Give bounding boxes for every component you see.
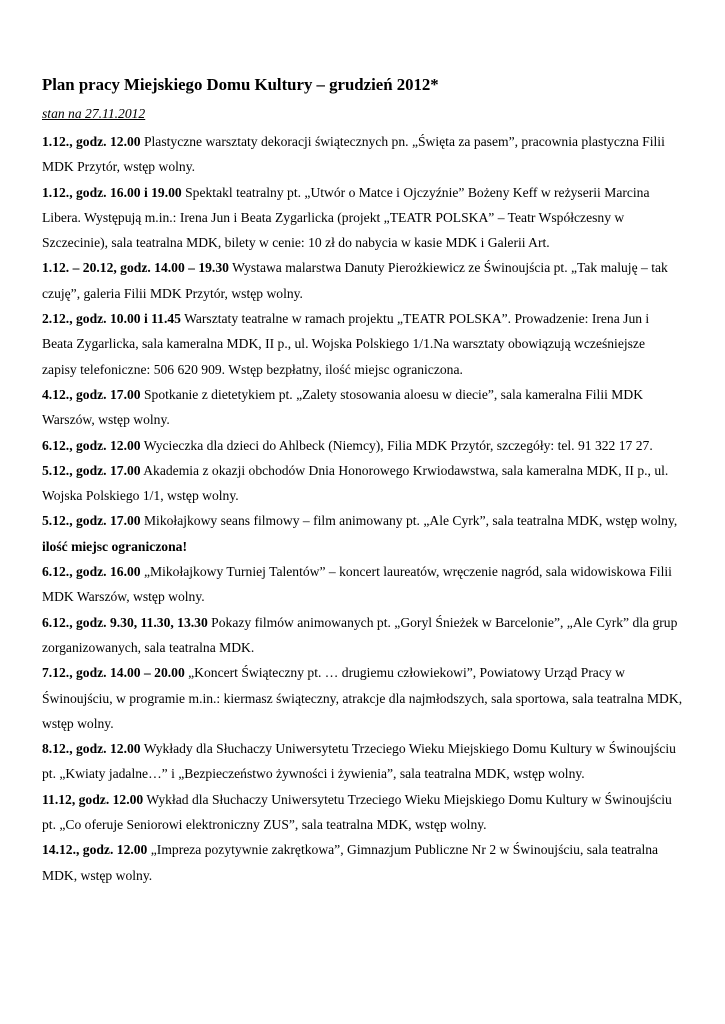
event-date: 6.12., godz. 12.00 xyxy=(42,437,141,453)
event-date: 7.12., godz. 14.00 – 20.00 xyxy=(42,665,185,681)
event-date: 1.12., godz. 16.00 i 19.00 xyxy=(42,184,182,200)
event-date: 1.12., godz. 12.00 xyxy=(42,134,141,149)
event-description: Wykłady dla Słuchaczy Uniwersytetu Trzeciego Wieku Miejskiego Domu Kultury w Świnoujściu pt. „Kwiaty jadalne…” i „Bezpieczeństwo żywności i żywienia”, sala teatralna MDK, wstęp wolny. xyxy=(42,741,676,782)
event-entry xyxy=(42,382,683,433)
event-description: Mikołajkowy seans filmowy – film animowany pt. „Ale Cyrk”, sala teatralna MDK, wstęp wolny, xyxy=(140,513,678,529)
event-date: 11.12, godz. 12.00 xyxy=(42,791,144,807)
event-entry xyxy=(42,255,683,306)
event-date: 8.12., godz. 12.00 xyxy=(42,741,141,757)
event-description: Spektakl teatralny pt. „Utwór o Matce i Ojczyźnie” Bożeny Keff w reżyserii Marcina Libera. Występują m.in.: Irena Jun i Beata Zygarlicka (projekt „TEATR POLSKA” – Teatr Współczesny w Szczecinie), sala teatralna MDK, bilety w cenie: 10 zł do nabycia w kasie MDK i Galerii Art. xyxy=(42,184,650,251)
event-entry xyxy=(42,787,683,838)
status-date: stan na 27.11.2012 xyxy=(42,106,146,121)
event-description: Plastyczne warsztaty dekoracji świątecznych pn. „Święta za pasem”, pracownia plastyczna Filii MDK Przytór, wstęp wolny. xyxy=(42,134,665,175)
event-date: 5.12., godz. 17.00 xyxy=(42,462,141,478)
event-list xyxy=(42,129,683,888)
event-description: Spotkanie z dietetykiem pt. „Zalety stosowania aloesu w diecie”, sala kameralna Filii MDK Warszów, wstęp wolny. xyxy=(42,386,644,428)
event-date: 14.12., godz. 12.00 xyxy=(42,842,148,858)
event-date: 4.12., godz. 17.00 xyxy=(42,386,141,402)
event-date: 6.12., godz. 9.30, 11.30, 13.30 xyxy=(42,614,208,630)
event-entry xyxy=(42,508,683,559)
event-description: Akademia z okazji obchodów Dnia Honorowego Krwiodawstwa, sala kameralna MDK, II p., ul. Wojska Polskiego 1/1, wstęp wolny. xyxy=(42,462,669,504)
document-title: Plan pracy Miejskiego Domu Kultury – grudzień 2012* xyxy=(42,75,439,94)
event-entry xyxy=(42,458,683,509)
event-description: Wystawa malarstwa Danuty Pierożkiewicz ze Świnoujścia pt. „Tak maluję – tak czuję”, galeria Filii MDK Przytór, wstęp wolny. xyxy=(42,260,668,301)
event-description: Warsztaty teatralne w ramach projektu „TEATR POLSKA”. Prowadzenie: Irena Jun i Beata Zygarlicka, sala kameralna MDK, II p., ul. Wojska Polskiego 1/1.Na warsztaty obowiązują wcześniejsze zapisy telefoniczne: 506 620 909. Wstęp bezpłatny, ilość miejsc ograniczona. xyxy=(42,311,650,377)
event-entry xyxy=(42,610,683,661)
event-entry xyxy=(42,433,683,458)
event-date: 6.12., godz. 16.00 xyxy=(42,564,141,580)
event-description: Pokazy filmów animowanych pt. „Goryl Śnieżek w Barcelonie”, „Ale Cyrk” dla grup zorganizowanych, sala teatralna MDK. xyxy=(42,614,678,655)
event-description: „Impreza pozytywnie zakrętkowa”, Gimnazjum Publiczne Nr 2 w Świnoujściu, sala teatralna MDK, wstęp wolny. xyxy=(42,842,659,883)
event-date: 5.12., godz. 17.00 xyxy=(42,513,141,529)
event-description: Wykład dla Słuchaczy Uniwersytetu Trzeciego Wieku Miejskiego Domu Kultury w Świnoujściu pt. „Co oferuje Seniorowi elektroniczny ZUS”, sala teatralna MDK, wstęp wolny. xyxy=(42,791,672,833)
event-entry xyxy=(42,306,683,382)
event-emphasis: ilość miejsc ograniczona! xyxy=(42,538,187,554)
event-entry xyxy=(42,837,683,888)
event-description: Wycieczka dla dzieci do Ahlbeck (Niemcy), Filia MDK Przytór, szczegóły: tel. 91 322 17 27. xyxy=(140,437,653,453)
event-description: „Mikołajkowy Turniej Talentów” – koncert laureatów, wręczenie nagród, sala widowiskowa Filii MDK Warszów, wstęp wolny. xyxy=(42,564,672,605)
event-entry xyxy=(42,660,683,736)
event-description: „Koncert Świąteczny pt. … drugiemu człowiekowi”, Powiatowy Urząd Pracy w Świnoujściu, w programie m.in.: kiermasz świąteczny, atrakcje dla najmłodszych, sala sportowa, sala teatralna MDK, wstęp wolny. xyxy=(42,665,683,731)
event-entry xyxy=(42,736,683,787)
event-entry xyxy=(42,180,683,256)
event-entry xyxy=(42,559,683,610)
event-date: 2.12., godz. 10.00 i 11.45 xyxy=(42,311,181,327)
event-entry xyxy=(42,129,683,180)
event-date: 1.12. – 20.12, godz. 14.00 – 19.30 xyxy=(42,260,229,276)
